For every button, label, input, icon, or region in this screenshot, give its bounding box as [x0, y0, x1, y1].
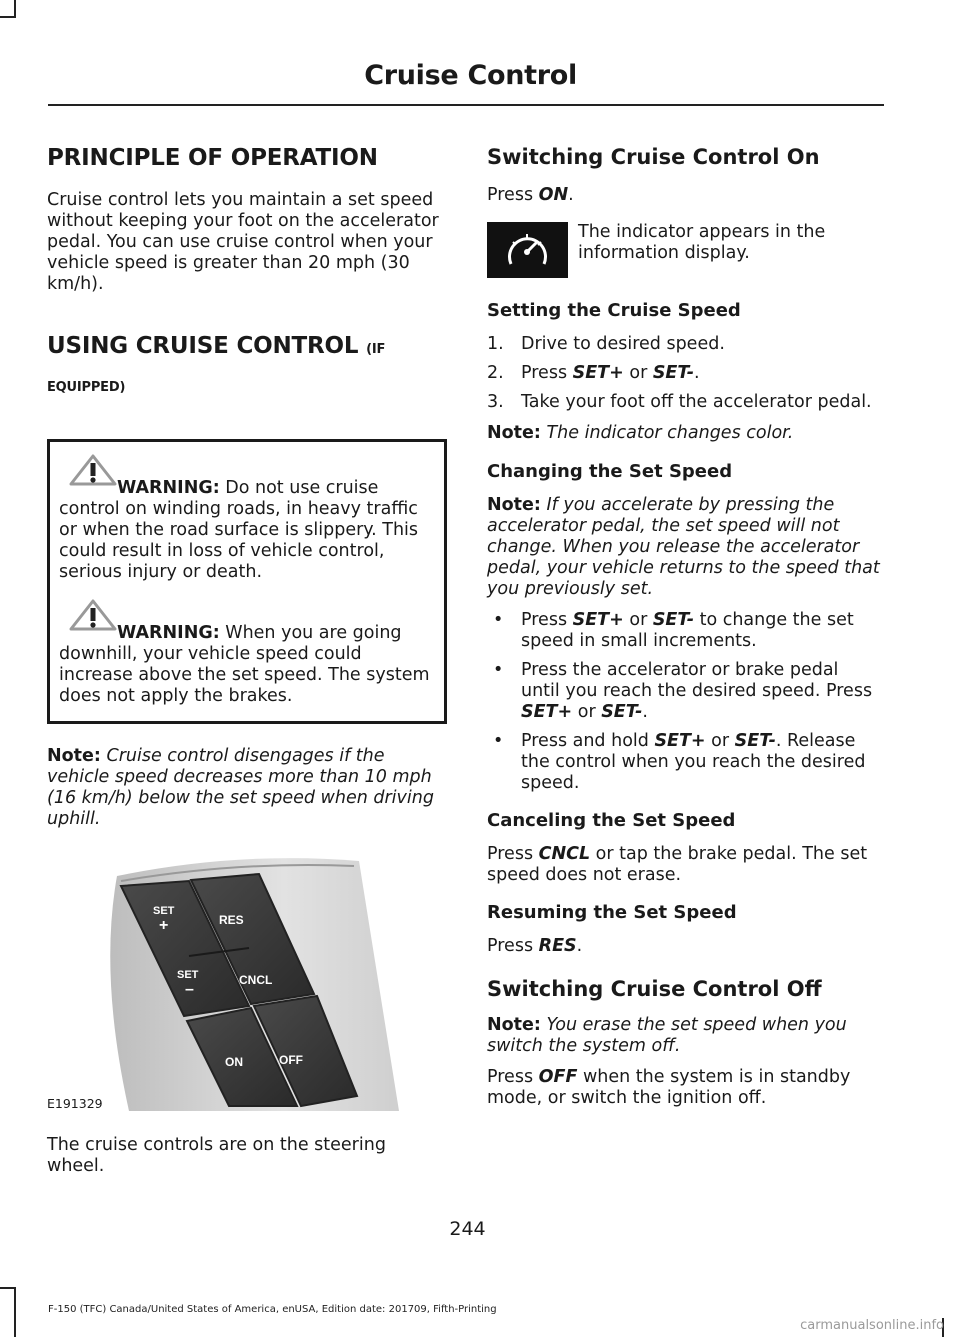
step-text: Press [521, 363, 573, 383]
on-label: ON [225, 1055, 243, 1069]
list-item [487, 610, 882, 652]
warning-1 [59, 478, 435, 583]
press-on-text [487, 185, 882, 206]
figure-code: E191329 [47, 1096, 103, 1111]
list-item [487, 660, 882, 723]
set-plus-key: SET+ [521, 702, 573, 722]
using-heading-suffix: (IF EQUIPPED) [47, 342, 386, 395]
note-text: You erase the set speed when you switch the system off. [487, 1015, 847, 1056]
step-text: Take your foot off the accelerator pedal. [521, 392, 872, 412]
indicator-text: The indicator appears in the information display. [578, 222, 826, 263]
switch-on-heading: Switching Cruise Control On [487, 145, 820, 169]
note-text: If you accelerate by pressing the accelerator pedal, the set speed will not change. When you release the accelerator pedal, your vehicle returns to the speed that you previously set. [487, 495, 880, 599]
warning-label: WARNING: [117, 623, 220, 643]
changing-bullets [487, 610, 882, 794]
off-label: OFF [279, 1053, 303, 1067]
bullet-text: or [705, 731, 735, 751]
uphill-note [47, 746, 447, 830]
on-key: ON [538, 185, 569, 205]
figure-caption: The cruise controls are on the steering wheel. [47, 1135, 386, 1176]
res-key: RES [538, 936, 577, 956]
set-plus-key: SET+ [572, 363, 624, 383]
press-label: Press [487, 185, 539, 205]
list-item [487, 731, 882, 794]
left-column [47, 145, 447, 1177]
using-heading [47, 329, 447, 405]
steering-wheel-controls-figure [47, 856, 459, 1111]
setting-steps [487, 334, 882, 413]
indicator-note [487, 423, 882, 444]
switch-off-heading: Switching Cruise Control Off [487, 977, 822, 1001]
steering-controls-illustration [99, 856, 459, 1111]
list-item [487, 334, 882, 355]
step-number: 3. [487, 392, 504, 412]
plus-symbol: + [159, 917, 169, 934]
set-minus-key: SET- [601, 702, 643, 722]
warning-2 [59, 623, 435, 707]
using-heading-text: USING CRUISE CONTROL [47, 333, 359, 359]
period: . [568, 185, 574, 205]
principle-text: Cruise control lets you maintain a set speed without keeping your foot on the accelerator pedal. You can use cruise control when your vehicle speed is greater than 20 mph (30 km/h). [47, 190, 439, 294]
changing-heading: Changing the Set Speed [487, 461, 733, 482]
edition-line: F-150 (TFC) Canada/United States of America, enUSA, Edition date: 201709, Fifth-Printing [48, 1304, 497, 1315]
changing-note [487, 495, 882, 600]
bullet-text: Press the accelerator or brake pedal until you reach the desired speed. Press [521, 660, 873, 701]
step-text: Drive to desired speed. [521, 334, 725, 354]
note-text: The indicator changes color. [540, 423, 794, 443]
res-label: RES [219, 913, 244, 927]
step-number: 1. [487, 334, 504, 354]
bullet: • [493, 660, 504, 680]
bullet-text: Press and hold [521, 731, 655, 751]
step-number: 2. [487, 363, 504, 383]
warning-text: When you are going downhill, your vehicle speed could increase above the set speed. The system does not apply the brakes. [59, 623, 430, 706]
bullet: • [493, 731, 504, 751]
page-title: Cruise Control [364, 60, 577, 91]
cancel-text: Press [487, 844, 539, 864]
cncl-label: CNCL [239, 973, 273, 987]
note-label: Note: [487, 495, 541, 515]
bullet: • [493, 610, 504, 630]
note-text: Cruise control disengages if the vehicle speed decreases more than 10 mph (16 km/h) below the set speed when driving uphill. [47, 746, 434, 829]
warning-icon [63, 599, 123, 633]
resuming-heading: Resuming the Set Speed [487, 902, 737, 923]
set-minus-key: SET- [734, 731, 776, 751]
set-minus-label: SET [177, 969, 199, 981]
list-item [487, 392, 882, 413]
step-text: or [623, 363, 653, 383]
crop-mark [14, 0, 16, 16]
step-text: . [694, 363, 700, 383]
canceling-heading: Canceling the Set Speed [487, 810, 736, 831]
canceling-text [487, 844, 882, 886]
watermark: carmanualsonline.info [800, 1318, 944, 1333]
warning-text: Do not use cruise control on winding roads, in heavy traffic or when the road surface is slippery. This could result in loss of vehicle control, serious injury or death. [59, 478, 419, 582]
crop-mark [0, 16, 16, 18]
header-rule [48, 104, 884, 106]
off-text-part: Press [487, 1067, 539, 1087]
off-text [487, 1067, 882, 1109]
note-label: Note: [487, 423, 541, 443]
off-text-part: when the system is in standby mode, or switch the ignition off. [487, 1067, 851, 1108]
set-plus-key: SET+ [654, 731, 706, 751]
bullet-text: or [572, 702, 602, 722]
res-text: Press [487, 936, 539, 956]
off-key: OFF [538, 1067, 578, 1087]
off-note [487, 1015, 882, 1057]
page-number: 244 [449, 1218, 486, 1240]
warning-label: WARNING: [117, 478, 220, 498]
set-plus-label: SET [153, 905, 175, 917]
resuming-text [487, 936, 882, 957]
warning-box [47, 439, 447, 724]
bullet-text: . [642, 702, 648, 722]
indicator-row [487, 222, 882, 278]
note-label: Note: [47, 746, 101, 766]
set-plus-key: SET+ [572, 610, 624, 630]
res-text: . [576, 936, 583, 956]
cancel-text: or tap the brake pedal. The set speed does not erase. [487, 844, 868, 885]
crop-mark [0, 1287, 16, 1289]
cncl-key: CNCL [538, 844, 591, 864]
cruise-control-indicator-icon [487, 222, 568, 278]
principle-heading: PRINCIPLE OF OPERATION [47, 145, 378, 171]
bullet-text: Press [521, 610, 573, 630]
set-minus-key: SET- [652, 610, 695, 630]
bullet-text: . Release the control when you reach the desired speed. [521, 731, 866, 793]
right-column [487, 145, 882, 1109]
setting-heading: Setting the Cruise Speed [487, 300, 741, 321]
bullet-text: to change the set speed in small increments. [521, 610, 854, 651]
list-item [487, 363, 882, 384]
crop-mark [14, 1287, 16, 1337]
warning-icon [63, 454, 123, 488]
minus-symbol: – [185, 981, 194, 998]
bullet-text: or [623, 610, 653, 630]
set-minus-key: SET- [652, 363, 695, 383]
note-label: Note: [487, 1015, 541, 1035]
